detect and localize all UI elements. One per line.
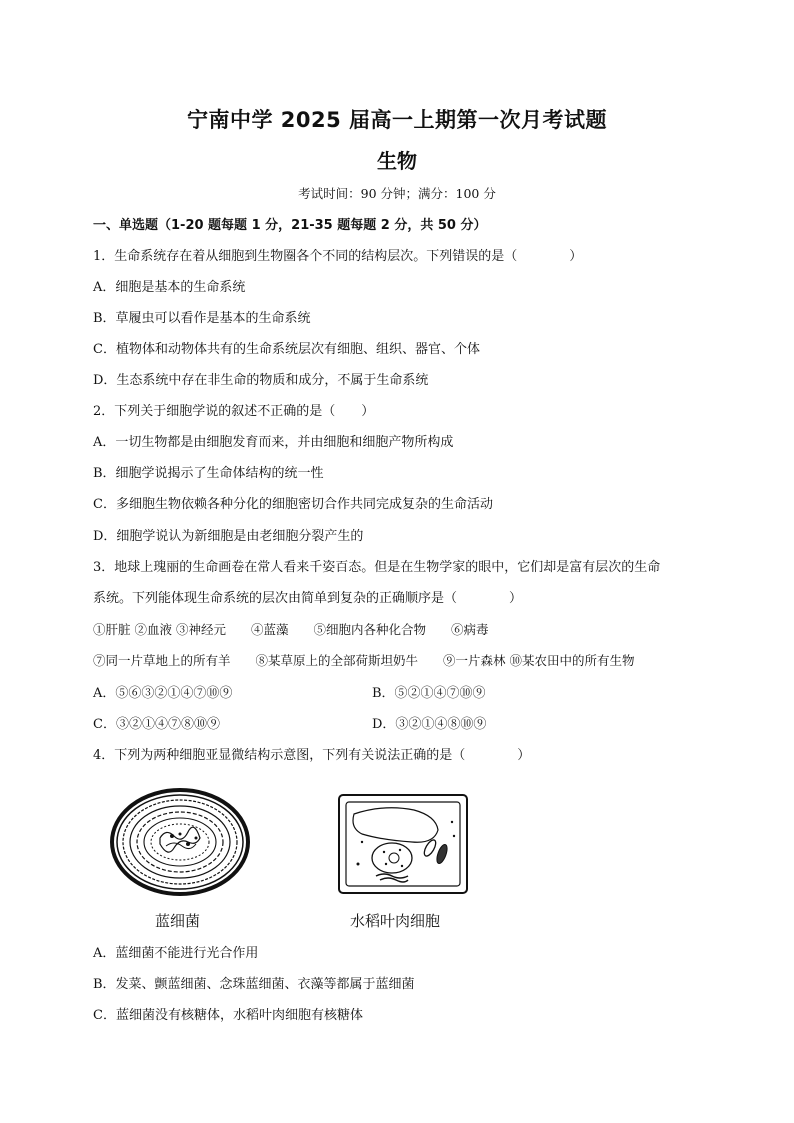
exam-meta: 考试时间：90 分钟；满分：100 分 — [298, 186, 496, 201]
q4-option-c: C．蓝细菌没有核糖体，水稻叶肉细胞有核糖体 — [93, 1008, 363, 1023]
q3-items-line1: ①肝脏 ②血液 ③神经元 ④蓝藻 ⑤细胞内各种化合物 ⑥病毒 — [93, 622, 489, 637]
q1-option-b: B．草履虫可以看作是基本的生命系统 — [93, 311, 311, 326]
q4-stem: 4．下列为两种细胞亚显微结构示意图，下列有关说法正确的是（ ） — [93, 748, 531, 763]
rice-mesophyll-caption: 水稻叶肉细胞 — [350, 912, 441, 930]
cyanobacterium-caption: 蓝细菌 — [155, 912, 201, 930]
q3-option-a: A．⑤⑥③②①④⑦⑩⑨ — [93, 686, 233, 701]
exam-title: 宁南中学 2025 届高一上期第一次月考试题 — [186, 108, 608, 132]
q4-option-b: B．发菜、颤蓝细菌、念珠蓝细菌、衣藻等都属于蓝细菌 — [93, 977, 415, 992]
q2-option-d: D．细胞学说认为新细胞是由老细胞分裂产生的 — [93, 529, 364, 544]
q2-option-c: C．多细胞生物依赖各种分化的细胞密切合作共同完成复杂的生命活动 — [93, 497, 493, 512]
q3-option-c: C．③②①④⑦⑧⑩⑨ — [93, 717, 220, 732]
q2-stem: 2．下列关于细胞学说的叙述不正确的是（ ） — [93, 404, 375, 419]
rice-mesophyll-cell-figure — [336, 792, 470, 896]
section-heading: 一、单选题（1-20 题每题 1 分，21-35 题每题 2 分，共 50 分） — [93, 218, 487, 233]
q1-option-a: A．细胞是基本的生命系统 — [93, 280, 246, 295]
q3-option-b: B．⑤②①④⑦⑩⑨ — [372, 686, 486, 701]
exam-subject: 生物 — [377, 149, 417, 173]
q3-option-d: D．③②①④⑧⑩⑨ — [372, 717, 487, 732]
q2-option-b: B．细胞学说揭示了生命体结构的统一性 — [93, 466, 324, 481]
q4-option-a: A．蓝细菌不能进行光合作用 — [93, 946, 259, 961]
q1-option-c: C．植物体和动物体共有的生命系统层次有细胞、组织、器官、个体 — [93, 342, 480, 357]
q3-items-line2: ⑦同一片草地上的所有羊 ⑧某草原上的全部荷斯坦奶牛 ⑨一片森林 ⑩某农田中的所有生物 — [93, 653, 635, 668]
q3-stem-line1: 3．地球上瑰丽的生命画卷在常人看来千姿百态。但是在生物学家的眼中，它们却是富有层次的生命 — [93, 560, 661, 575]
cyanobacterium-figure — [108, 786, 252, 898]
q3-stem-line2: 系统。下列能体现生命系统的层次由简单到复杂的正确顺序是（ ） — [93, 591, 523, 606]
q1-option-d: D．生态系统中存在非生命的物质和成分，不属于生命系统 — [93, 373, 429, 388]
q1-stem: 1．生命系统存在着从细胞到生物圈各个不同的结构层次。下列错误的是（ ） — [93, 249, 583, 264]
q2-option-a: A．一切生物都是由细胞发育而来，并由细胞和细胞产物所构成 — [93, 435, 454, 450]
